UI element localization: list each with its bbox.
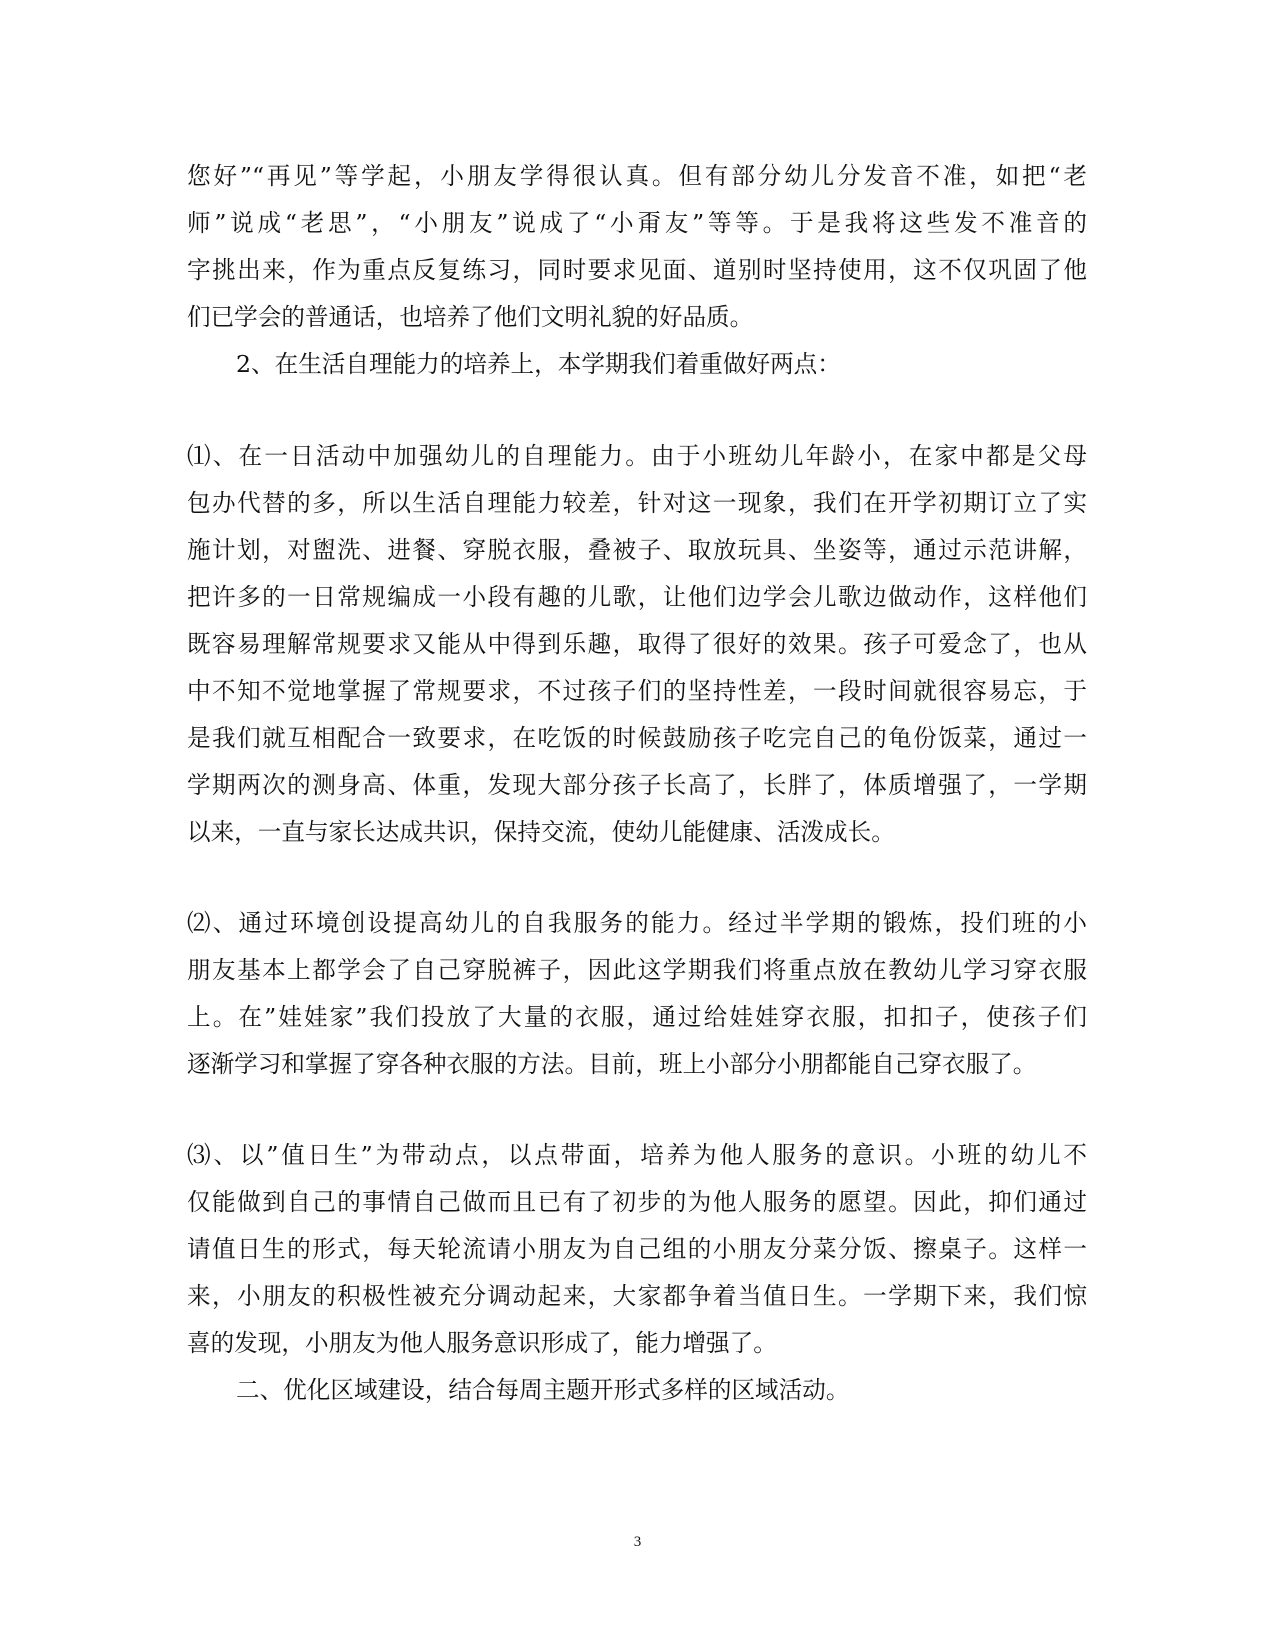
body-text-line: 上。在”娃娃家”我们投放了大量的衣服，通过给娃娃穿衣服，扣扣子，使孩子们 bbox=[187, 1003, 1087, 1031]
body-text-line: 中不知不觉地掌握了常规要求，不过孩子们的坚持性差，一段时间就很容易忘，于 bbox=[187, 677, 1087, 705]
body-text-line: 师”说成“老思”，“小朋友”说成了“小甭友”等等。于是我将这些发不准音的 bbox=[187, 209, 1087, 237]
body-text-line: 把许多的一日常规编成一小段有趣的儿歌，让他们边学会儿歌边做动作，这样他们 bbox=[187, 583, 1087, 611]
body-text-line: 以来，一直与家长达成共识，保持交流，使幼儿能健康、活泼成长。 bbox=[187, 818, 895, 846]
body-text-line: 仅能做到自己的事情自己做而且已有了初步的为他人服务的愿望。因此，抑们通过 bbox=[187, 1188, 1087, 1216]
section-heading-line: 2、在生活自理能力的培养上，本学期我们着重做好两点： bbox=[236, 350, 841, 378]
body-text-line: 逐渐学习和掌握了穿各种衣服的方法。目前，班上小部分小朋都能自己穿衣服了。 bbox=[187, 1050, 1037, 1078]
body-text-line: 喜的发现，小朋友为他人服务意识形成了，能力增强了。 bbox=[187, 1329, 777, 1357]
body-text-line: ⑵、通过环境创设提高幼儿的自我服务的能力。经过半学期的锻炼，投们班的小 bbox=[187, 909, 1087, 937]
body-text-line: 包办代替的多，所以生活自理能力较差，针对这一现象，我们在开学初期订立了实 bbox=[187, 489, 1087, 517]
body-text-line: 们已学会的普通话，也培养了他们文明礼貌的好品质。 bbox=[187, 303, 754, 331]
section-heading-line: 二、优化区域建设，结合每周主题开形式多样的区域活动。 bbox=[236, 1376, 850, 1404]
body-text-line: 学期两次的测身高、体重，发现大部分孩子长高了，长胖了，体质增强了，一学期 bbox=[187, 771, 1087, 799]
body-text-line: ⑶、以”值日生”为带动点，以点带面，培养为他人服务的意识。小班的幼儿不 bbox=[187, 1141, 1087, 1169]
body-text-line: 是我们就互相配合一致要求，在吃饭的时候鼓励孩子吃完自己的龟份饭菜，通过一 bbox=[187, 724, 1087, 752]
body-text-line: 请值日生的形式，每天轮流请小朋友为自己组的小朋友分菜分饭、擦桌子。这样一 bbox=[187, 1235, 1087, 1263]
body-text-line: 施计划，对盥洗、进餐、穿脱衣服，叠被子、取放玩具、坐姿等，通过示范讲解， bbox=[187, 536, 1087, 564]
body-text-line: 字挑出来，作为重点反复练习，同时要求见面、道别时坚持使用，这不仅巩固了他 bbox=[187, 256, 1087, 284]
body-text-line: ⑴、在一日活动中加强幼儿的自理能力。由于小班幼儿年龄小，在家中都是父母 bbox=[187, 442, 1087, 470]
body-text-line: 来，小朋友的积极性被充分调动起来，大家都争着当值日生。一学期下来，我们惊 bbox=[187, 1282, 1087, 1310]
body-text-line: 朋友基本上都学会了自己穿脱裤子，因此这学期我们将重点放在教幼儿学习穿衣服 bbox=[187, 956, 1087, 984]
body-text-line: 既容易理解常规要求又能从中得到乐趣，取得了很好的效果。孩子可爱念了，也从 bbox=[187, 630, 1087, 658]
page-number: 3 bbox=[633, 1534, 642, 1550]
body-text-line: 您好”“再见”等学起，小朋友学得很认真。但有部分幼儿分发音不准，如把“老 bbox=[187, 162, 1087, 190]
